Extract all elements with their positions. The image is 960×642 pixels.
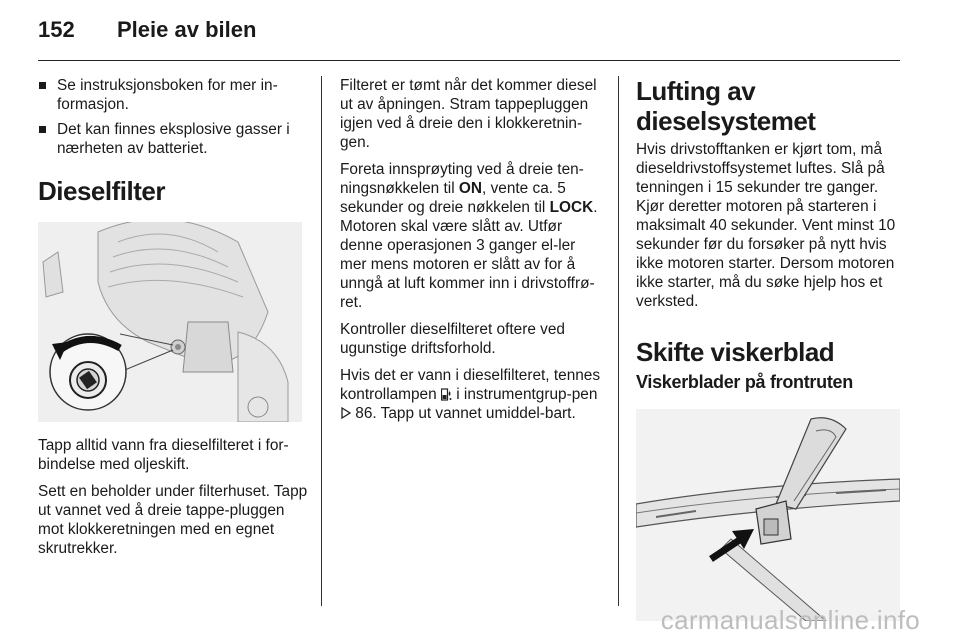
diesel-filter-illustration — [38, 222, 302, 422]
text-run: Foreta innsprøyting ved å dreie ten-ningsnøkkelen til — [340, 161, 584, 197]
text-run: . Motoren skal være slått av. Utfør denne operasjonen 3 ganger el-ler mer mens motoren er slått av for å unngå at luft kommer inn i drivstoffrø-ret. — [340, 199, 598, 311]
bullet-square-icon — [39, 126, 46, 133]
paragraph — [340, 160, 602, 312]
section-heading-lufting: Lufting av dieselsystemet — [636, 76, 816, 136]
column-3 — [636, 76, 904, 621]
column-2 — [340, 76, 602, 423]
paragraph: Sett en beholder under filterhuset. Tapp ut vannet ved å dreie tappe-pluggen mot klokkeretningen med en egnet skrutrekker. — [38, 483, 308, 557]
key-position-on: ON — [458, 180, 483, 197]
text-run: Hvis det er vann i dieselfilteret, tennes kontrollampen — [340, 367, 601, 403]
page-reference-arrow-icon — [340, 406, 351, 420]
paragraph — [340, 366, 602, 423]
section-heading-dieselfilter: Dieselfilter — [38, 176, 165, 206]
column-1 — [38, 76, 310, 558]
bullet-item — [38, 76, 310, 114]
bullet-item — [38, 120, 310, 158]
paragraph: Filteret er tømt når det kommer diesel ut av åpningen. Stram tappepluggen igjen ved å dreie den i klokkeretnin-gen. — [340, 77, 597, 151]
page-number: 152 — [38, 17, 75, 42]
header-rule — [38, 60, 900, 61]
paragraph: Tapp alltid vann fra dieselfilteret i for-bindelse med oljeskift. — [38, 437, 289, 473]
paragraph: Hvis drivstofftanken er kjørt tom, må dieseldrivstoffsystemet luftes. Slå på tenningen i 15 sekunder tre ganger. Kjør deretter motoren på starteren i maksimalt 40 sekunder. Vent minst 10 sekunder før du forsøker på nytt hvis ikke motoren starter. Dersom motoren ikke starter, må du søke hjelp hos et verksted. — [636, 141, 896, 310]
bullet-square-icon — [39, 82, 46, 89]
water-in-fuel-icon — [441, 387, 452, 401]
text-run: i instrumentgrup-pen — [451, 386, 598, 403]
text-run: 86. Tapp ut vannet umiddel-bart. — [351, 405, 576, 422]
wiper-blade-illustration — [636, 409, 900, 621]
watermark: carmanualsonline.info — [660, 605, 920, 635]
key-position-lock: LOCK — [549, 199, 594, 216]
page-title: Pleie av bilen — [117, 17, 257, 42]
bullet-text: Det kan finnes eksplosive gasser i nærheten av batteriet. — [57, 121, 290, 157]
column-divider-2 — [618, 76, 619, 606]
column-divider-1 — [321, 76, 322, 606]
text-run: , vente ca. 5 sekunder og dreie nøkkelen til — [340, 180, 566, 216]
subheading-front-wiper: Viskerblader på frontruten — [636, 372, 853, 392]
bullet-list — [38, 76, 310, 158]
bullet-text: Se instruksjonsboken for mer in-formasjon. — [57, 77, 278, 113]
section-heading-skifte-viskerblad: Skifte viskerblad — [636, 337, 835, 367]
paragraph: Kontroller dieselfilteret oftere ved ugunstige driftsforhold. — [340, 321, 565, 357]
